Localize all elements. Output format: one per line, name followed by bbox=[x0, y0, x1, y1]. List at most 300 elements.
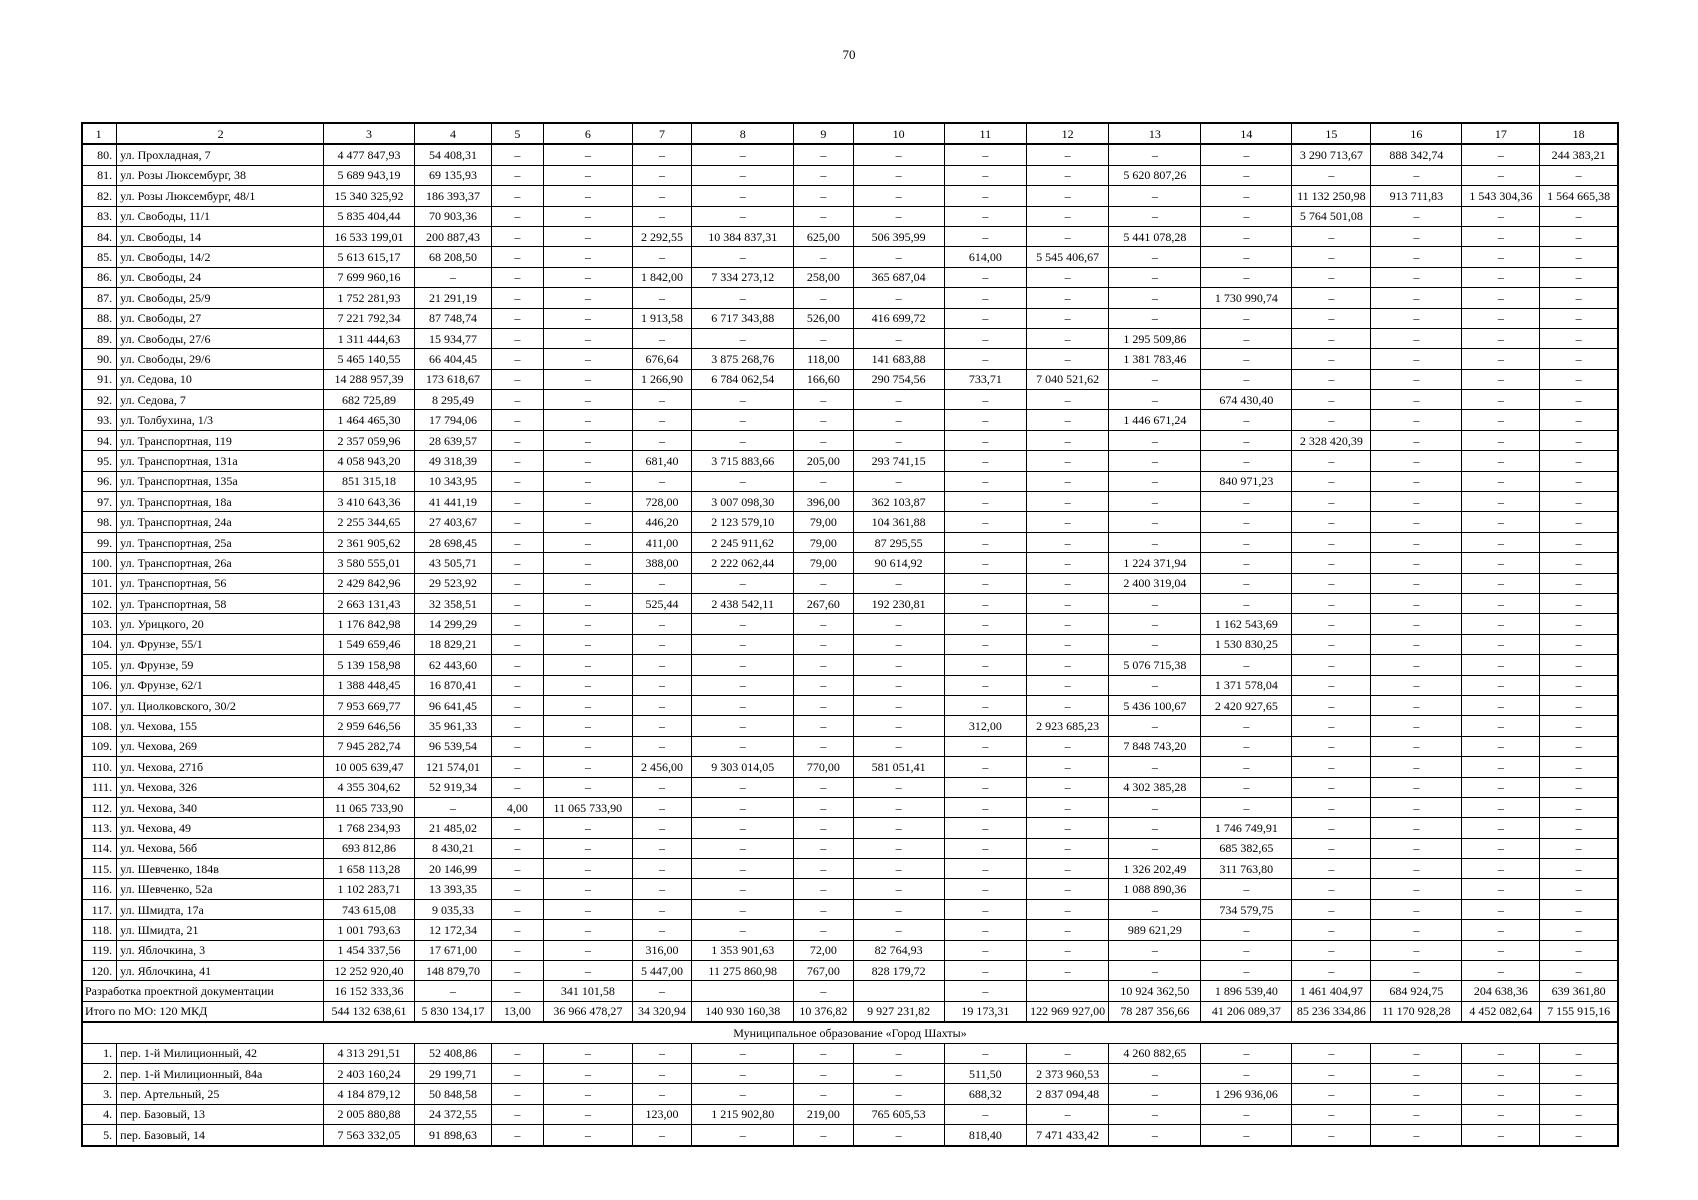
value-cell: 770,00 bbox=[794, 757, 854, 777]
table-row bbox=[82, 1063, 1618, 1083]
value-cell: 7 334 273,12 bbox=[692, 267, 794, 287]
address-cell: ул. Циолковского, 30/2 bbox=[117, 695, 324, 715]
value-cell: – bbox=[853, 144, 944, 165]
value-cell: 192 230,81 bbox=[853, 593, 944, 613]
value-cell: – bbox=[944, 430, 1026, 450]
address-cell: ул. Чехова, 269 bbox=[117, 736, 324, 756]
value-cell: 625,00 bbox=[794, 226, 854, 246]
value-cell: 2 373 960,53 bbox=[1026, 1063, 1108, 1083]
row-number: 95. bbox=[82, 451, 117, 471]
value-cell: – bbox=[543, 430, 632, 450]
table-row bbox=[82, 390, 1618, 410]
value-cell: 123,00 bbox=[632, 1104, 692, 1124]
row-number: 113. bbox=[82, 818, 117, 838]
value-cell: – bbox=[1292, 1104, 1371, 1124]
value-cell: – bbox=[1371, 1063, 1462, 1083]
value-cell: 2 222 062,44 bbox=[692, 553, 794, 573]
row-number: 105. bbox=[82, 655, 117, 675]
value-cell: – bbox=[794, 1125, 854, 1146]
value-cell: – bbox=[1540, 288, 1618, 308]
value-cell: – bbox=[491, 634, 543, 654]
value-cell: 13 393,35 bbox=[415, 879, 492, 899]
value-cell: – bbox=[1540, 920, 1618, 940]
table-row bbox=[82, 288, 1618, 308]
value-cell: – bbox=[1371, 512, 1462, 532]
value-cell: – bbox=[543, 390, 632, 410]
value-cell: – bbox=[1201, 532, 1292, 552]
value-cell: – bbox=[1201, 369, 1292, 389]
table-row bbox=[82, 593, 1618, 613]
value-cell: – bbox=[415, 981, 492, 1001]
value-cell: – bbox=[1371, 349, 1462, 369]
value-cell: 511,50 bbox=[944, 1063, 1026, 1083]
value-cell: – bbox=[543, 349, 632, 369]
value-cell: 743 615,08 bbox=[324, 899, 415, 919]
value-cell: – bbox=[491, 532, 543, 552]
value-cell: – bbox=[1026, 634, 1108, 654]
value-cell: 6 784 062,54 bbox=[692, 369, 794, 389]
value-cell: – bbox=[1540, 695, 1618, 715]
row-number: 99. bbox=[82, 532, 117, 552]
value-cell: 2 357 059,96 bbox=[324, 430, 415, 450]
value-cell: 525,44 bbox=[632, 593, 692, 613]
value-cell: – bbox=[491, 288, 543, 308]
value-cell: – bbox=[1371, 165, 1462, 185]
value-cell: – bbox=[543, 308, 632, 328]
value-cell: – bbox=[1026, 553, 1108, 573]
value-cell: 1 162 543,69 bbox=[1201, 614, 1292, 634]
value-cell: – bbox=[491, 308, 543, 328]
value-cell: – bbox=[1109, 512, 1201, 532]
value-cell: 141 683,88 bbox=[853, 349, 944, 369]
value-cell: – bbox=[692, 1063, 794, 1083]
value-cell: 388,00 bbox=[632, 553, 692, 573]
value-cell: – bbox=[1026, 818, 1108, 838]
value-cell: 4 452 082,64 bbox=[1462, 1001, 1540, 1022]
address-cell: ул. Чехова, 49 bbox=[117, 818, 324, 838]
address-cell: ул. Седова, 10 bbox=[117, 369, 324, 389]
value-cell: – bbox=[632, 471, 692, 491]
address-cell: ул. Шмидта, 17а bbox=[117, 899, 324, 919]
value-cell: – bbox=[1462, 614, 1540, 634]
value-cell: – bbox=[543, 818, 632, 838]
value-cell: 14 288 957,39 bbox=[324, 369, 415, 389]
value-cell: – bbox=[491, 165, 543, 185]
value-cell: – bbox=[491, 410, 543, 430]
value-cell: – bbox=[543, 899, 632, 919]
value-cell: – bbox=[1292, 614, 1371, 634]
value-cell: – bbox=[1371, 532, 1462, 552]
value-cell: 27 403,67 bbox=[415, 512, 492, 532]
value-cell: – bbox=[1371, 410, 1462, 430]
value-cell: – bbox=[1026, 614, 1108, 634]
value-cell: 639 361,80 bbox=[1540, 981, 1618, 1001]
value-cell: – bbox=[1026, 451, 1108, 471]
value-cell: 1 446 671,24 bbox=[1109, 410, 1201, 430]
value-cell: – bbox=[543, 736, 632, 756]
value-cell: – bbox=[1462, 1043, 1540, 1063]
value-cell: – bbox=[1292, 777, 1371, 797]
value-cell: 2 403 160,24 bbox=[324, 1063, 415, 1083]
value-cell: – bbox=[944, 675, 1026, 695]
value-cell: 10 376,82 bbox=[794, 1001, 854, 1022]
value-cell: – bbox=[853, 165, 944, 185]
value-cell: – bbox=[1026, 655, 1108, 675]
value-cell: – bbox=[944, 532, 1026, 552]
value-cell: 2 420 927,65 bbox=[1201, 695, 1292, 715]
section-title: Муниципальное образование «Город Шахты» bbox=[82, 1022, 1618, 1043]
value-cell: – bbox=[1201, 165, 1292, 185]
value-cell: – bbox=[1540, 818, 1618, 838]
value-cell: – bbox=[794, 288, 854, 308]
address-cell: ул. Фрунзе, 59 bbox=[117, 655, 324, 675]
value-cell: – bbox=[944, 695, 1026, 715]
value-cell: 16 870,41 bbox=[415, 675, 492, 695]
value-cell: 1 464 465,30 bbox=[324, 410, 415, 430]
value-cell: – bbox=[1109, 675, 1201, 695]
value-cell: – bbox=[1026, 532, 1108, 552]
value-cell: 1 388 448,45 bbox=[324, 675, 415, 695]
value-cell: – bbox=[491, 920, 543, 940]
value-cell: 5 689 943,19 bbox=[324, 165, 415, 185]
value-cell: 2 959 646,56 bbox=[324, 716, 415, 736]
value-cell: – bbox=[692, 879, 794, 899]
value-cell: 888 342,74 bbox=[1371, 144, 1462, 165]
value-cell: 1 176 842,98 bbox=[324, 614, 415, 634]
value-cell: – bbox=[543, 532, 632, 552]
value-cell: – bbox=[491, 1125, 543, 1146]
row-number: 89. bbox=[82, 328, 117, 348]
value-cell: – bbox=[1201, 1125, 1292, 1146]
value-cell: – bbox=[1026, 430, 1108, 450]
value-cell: – bbox=[794, 655, 854, 675]
value-cell: – bbox=[1540, 961, 1618, 981]
address-cell: ул. Фрунзе, 55/1 bbox=[117, 634, 324, 654]
value-cell: 12 172,34 bbox=[415, 920, 492, 940]
value-cell: – bbox=[1109, 797, 1201, 817]
value-cell: – bbox=[692, 1043, 794, 1063]
value-cell: – bbox=[1462, 859, 1540, 879]
value-cell: – bbox=[1026, 390, 1108, 410]
value-cell: 19 173,31 bbox=[944, 1001, 1026, 1022]
address-cell: ул. Свободы, 25/9 bbox=[117, 288, 324, 308]
address-cell: ул. Яблочкина, 41 bbox=[117, 961, 324, 981]
value-cell: – bbox=[1371, 1104, 1462, 1124]
value-cell: – bbox=[1109, 492, 1201, 512]
row-number: 115. bbox=[82, 859, 117, 879]
value-cell: – bbox=[1026, 920, 1108, 940]
value-cell: – bbox=[853, 247, 944, 267]
value-cell: – bbox=[853, 899, 944, 919]
value-cell: 70 903,36 bbox=[415, 206, 492, 226]
row-number: 96. bbox=[82, 471, 117, 491]
value-cell: – bbox=[1540, 1043, 1618, 1063]
value-cell: – bbox=[632, 838, 692, 858]
value-cell: – bbox=[1540, 879, 1618, 899]
row-number: 87. bbox=[82, 288, 117, 308]
value-cell: 8 295,49 bbox=[415, 390, 492, 410]
value-cell: – bbox=[1540, 165, 1618, 185]
value-cell: – bbox=[1109, 247, 1201, 267]
value-cell: – bbox=[794, 430, 854, 450]
value-cell: – bbox=[543, 1084, 632, 1104]
value-cell: – bbox=[853, 1063, 944, 1083]
value-cell: 765 605,53 bbox=[853, 1104, 944, 1124]
value-cell: – bbox=[1462, 430, 1540, 450]
value-cell: 674 430,40 bbox=[1201, 390, 1292, 410]
value-cell: 43 505,71 bbox=[415, 553, 492, 573]
value-cell: 49 318,39 bbox=[415, 451, 492, 471]
value-cell: – bbox=[944, 144, 1026, 165]
value-cell: 5 465 140,55 bbox=[324, 349, 415, 369]
value-cell: – bbox=[1026, 328, 1108, 348]
value-cell: 1 454 337,56 bbox=[324, 940, 415, 960]
value-cell: – bbox=[1292, 288, 1371, 308]
value-cell: – bbox=[1462, 757, 1540, 777]
value-cell: – bbox=[1371, 797, 1462, 817]
value-cell: 3 580 555,01 bbox=[324, 553, 415, 573]
value-cell: – bbox=[632, 573, 692, 593]
value-cell: – bbox=[1462, 144, 1540, 165]
value-cell: – bbox=[491, 757, 543, 777]
value-cell: 10 384 837,31 bbox=[692, 226, 794, 246]
value-cell: – bbox=[543, 573, 632, 593]
address-cell: ул. Свободы, 27/6 bbox=[117, 328, 324, 348]
value-cell: 614,00 bbox=[944, 247, 1026, 267]
table-row bbox=[82, 1125, 1618, 1146]
row-number: 118. bbox=[82, 920, 117, 940]
value-cell: – bbox=[1371, 940, 1462, 960]
value-cell: – bbox=[1026, 1043, 1108, 1063]
value-cell: – bbox=[1540, 1084, 1618, 1104]
address-cell: ул. Транспортная, 18а bbox=[117, 492, 324, 512]
value-cell: – bbox=[491, 144, 543, 165]
value-cell: – bbox=[1371, 430, 1462, 450]
value-cell: 2 663 131,43 bbox=[324, 593, 415, 613]
value-cell: – bbox=[1462, 328, 1540, 348]
value-cell: – bbox=[1109, 186, 1201, 206]
value-cell: – bbox=[794, 186, 854, 206]
value-cell: 28 639,57 bbox=[415, 430, 492, 450]
value-cell: – bbox=[853, 879, 944, 899]
value-cell: – bbox=[692, 818, 794, 838]
value-cell: 68 208,50 bbox=[415, 247, 492, 267]
value-cell: – bbox=[1026, 288, 1108, 308]
value-cell: – bbox=[1026, 593, 1108, 613]
row-number: 93. bbox=[82, 410, 117, 430]
address-cell: ул. Урицкого, 20 bbox=[117, 614, 324, 634]
table-row bbox=[82, 430, 1618, 450]
value-cell: – bbox=[632, 1084, 692, 1104]
value-cell: 267,60 bbox=[794, 593, 854, 613]
column-number-row bbox=[82, 123, 1618, 144]
value-cell: – bbox=[1371, 777, 1462, 797]
value-cell: – bbox=[1371, 328, 1462, 348]
value-cell: – bbox=[944, 634, 1026, 654]
value-cell: – bbox=[1462, 1063, 1540, 1083]
value-cell: – bbox=[794, 797, 854, 817]
value-cell: 828 179,72 bbox=[853, 961, 944, 981]
value-cell: – bbox=[1371, 716, 1462, 736]
value-cell: – bbox=[1462, 634, 1540, 654]
address-cell: пер. Базовый, 14 bbox=[117, 1125, 324, 1146]
value-cell: – bbox=[944, 267, 1026, 287]
value-cell: – bbox=[543, 940, 632, 960]
value-cell: 52 408,86 bbox=[415, 1043, 492, 1063]
value-cell: – bbox=[1026, 859, 1108, 879]
value-cell: 1 543 304,36 bbox=[1462, 186, 1540, 206]
value-cell: – bbox=[543, 144, 632, 165]
value-cell: 34 320,94 bbox=[632, 1001, 692, 1022]
address-cell: ул. Чехова, 326 bbox=[117, 777, 324, 797]
value-cell: – bbox=[1371, 695, 1462, 715]
value-cell: – bbox=[944, 777, 1026, 797]
value-cell: – bbox=[944, 308, 1026, 328]
row-number: 88. bbox=[82, 308, 117, 328]
value-cell: 685 382,65 bbox=[1201, 838, 1292, 858]
value-cell: – bbox=[692, 206, 794, 226]
column-number: 18 bbox=[1540, 123, 1618, 144]
value-cell: – bbox=[1026, 471, 1108, 491]
value-cell: – bbox=[1109, 899, 1201, 919]
value-cell: – bbox=[1201, 451, 1292, 471]
value-cell: – bbox=[491, 614, 543, 634]
value-cell: 9 035,33 bbox=[415, 899, 492, 919]
value-cell: 79,00 bbox=[794, 512, 854, 532]
value-cell: – bbox=[944, 451, 1026, 471]
table-row bbox=[82, 573, 1618, 593]
column-number: 3 bbox=[324, 123, 415, 144]
value-cell: – bbox=[1462, 879, 1540, 899]
value-cell: – bbox=[632, 675, 692, 695]
value-cell: – bbox=[1026, 308, 1108, 328]
address-cell: ул. Розы Люксембург, 38 bbox=[117, 165, 324, 185]
value-cell: – bbox=[1201, 206, 1292, 226]
value-cell: 1 461 404,97 bbox=[1292, 981, 1371, 1001]
value-cell: – bbox=[692, 247, 794, 267]
value-cell: – bbox=[853, 390, 944, 410]
value-cell: – bbox=[1540, 859, 1618, 879]
table-row bbox=[82, 492, 1618, 512]
value-cell: – bbox=[1462, 532, 1540, 552]
value-cell: 7 953 669,77 bbox=[324, 695, 415, 715]
value-cell: – bbox=[1371, 1125, 1462, 1146]
value-cell: – bbox=[1201, 797, 1292, 817]
value-cell: – bbox=[1109, 308, 1201, 328]
value-cell: 9 303 014,05 bbox=[692, 757, 794, 777]
value-cell: – bbox=[1540, 471, 1618, 491]
value-cell: – bbox=[632, 695, 692, 715]
value-cell: – bbox=[1026, 940, 1108, 960]
value-cell: 8 430,21 bbox=[415, 838, 492, 858]
value-cell: 7 221 792,34 bbox=[324, 308, 415, 328]
table-row bbox=[82, 553, 1618, 573]
row-number: 109. bbox=[82, 736, 117, 756]
value-cell: – bbox=[543, 451, 632, 471]
value-cell: 24 372,55 bbox=[415, 1104, 492, 1124]
value-cell: – bbox=[1292, 757, 1371, 777]
value-cell: 4 058 943,20 bbox=[324, 451, 415, 471]
value-cell: – bbox=[1540, 655, 1618, 675]
value-cell: – bbox=[1201, 573, 1292, 593]
value-cell: – bbox=[1026, 492, 1108, 512]
table-row bbox=[82, 777, 1618, 797]
column-number: 14 bbox=[1201, 123, 1292, 144]
value-cell: – bbox=[1201, 267, 1292, 287]
value-cell: – bbox=[543, 186, 632, 206]
value-cell: 166,60 bbox=[794, 369, 854, 389]
table-row bbox=[82, 961, 1618, 981]
value-cell: – bbox=[491, 1063, 543, 1083]
value-cell: – bbox=[1109, 206, 1201, 226]
value-cell: – bbox=[1371, 553, 1462, 573]
value-cell: – bbox=[1371, 451, 1462, 471]
value-cell: – bbox=[853, 430, 944, 450]
value-cell: 13,00 bbox=[491, 1001, 543, 1022]
value-cell: 5 076 715,38 bbox=[1109, 655, 1201, 675]
value-cell: – bbox=[1462, 288, 1540, 308]
value-cell: 4 313 291,51 bbox=[324, 1043, 415, 1063]
value-cell: – bbox=[632, 247, 692, 267]
value-cell: 362 103,87 bbox=[853, 492, 944, 512]
value-cell: – bbox=[1026, 267, 1108, 287]
value-cell: 3 290 713,67 bbox=[1292, 144, 1371, 165]
table-row bbox=[82, 206, 1618, 226]
value-cell: 52 919,34 bbox=[415, 777, 492, 797]
value-cell: – bbox=[1540, 675, 1618, 695]
table-row bbox=[82, 471, 1618, 491]
row-number: 101. bbox=[82, 573, 117, 593]
value-cell: – bbox=[1462, 573, 1540, 593]
value-cell: – bbox=[1292, 879, 1371, 899]
value-cell: – bbox=[944, 655, 1026, 675]
value-cell: – bbox=[491, 716, 543, 736]
value-cell: 90 614,92 bbox=[853, 553, 944, 573]
value-cell: 1 746 749,91 bbox=[1201, 818, 1292, 838]
value-cell: – bbox=[1540, 390, 1618, 410]
value-cell: – bbox=[632, 981, 692, 1001]
value-cell: – bbox=[944, 471, 1026, 491]
value-cell: – bbox=[491, 471, 543, 491]
value-cell: – bbox=[1371, 614, 1462, 634]
value-cell: – bbox=[1540, 777, 1618, 797]
value-cell: 205,00 bbox=[794, 451, 854, 471]
address-cell: ул. Транспортная, 25а bbox=[117, 532, 324, 552]
value-cell: – bbox=[491, 553, 543, 573]
value-cell: 54 408,31 bbox=[415, 144, 492, 165]
value-cell: – bbox=[1462, 165, 1540, 185]
value-cell: – bbox=[1540, 940, 1618, 960]
value-cell: – bbox=[491, 247, 543, 267]
value-cell: – bbox=[1540, 369, 1618, 389]
value-cell: – bbox=[543, 838, 632, 858]
value-cell: 16 533 199,01 bbox=[324, 226, 415, 246]
value-cell: – bbox=[632, 634, 692, 654]
row-number: 104. bbox=[82, 634, 117, 654]
value-cell: – bbox=[944, 206, 1026, 226]
value-cell: – bbox=[692, 716, 794, 736]
value-cell: – bbox=[944, 614, 1026, 634]
row-number: 111. bbox=[82, 777, 117, 797]
value-cell: – bbox=[1026, 573, 1108, 593]
value-cell: 411,00 bbox=[632, 532, 692, 552]
value-cell: 416 699,72 bbox=[853, 308, 944, 328]
value-cell: 5 620 807,26 bbox=[1109, 165, 1201, 185]
row-number: 110. bbox=[82, 757, 117, 777]
value-cell: – bbox=[794, 614, 854, 634]
value-cell: – bbox=[944, 349, 1026, 369]
row-number: 116. bbox=[82, 879, 117, 899]
